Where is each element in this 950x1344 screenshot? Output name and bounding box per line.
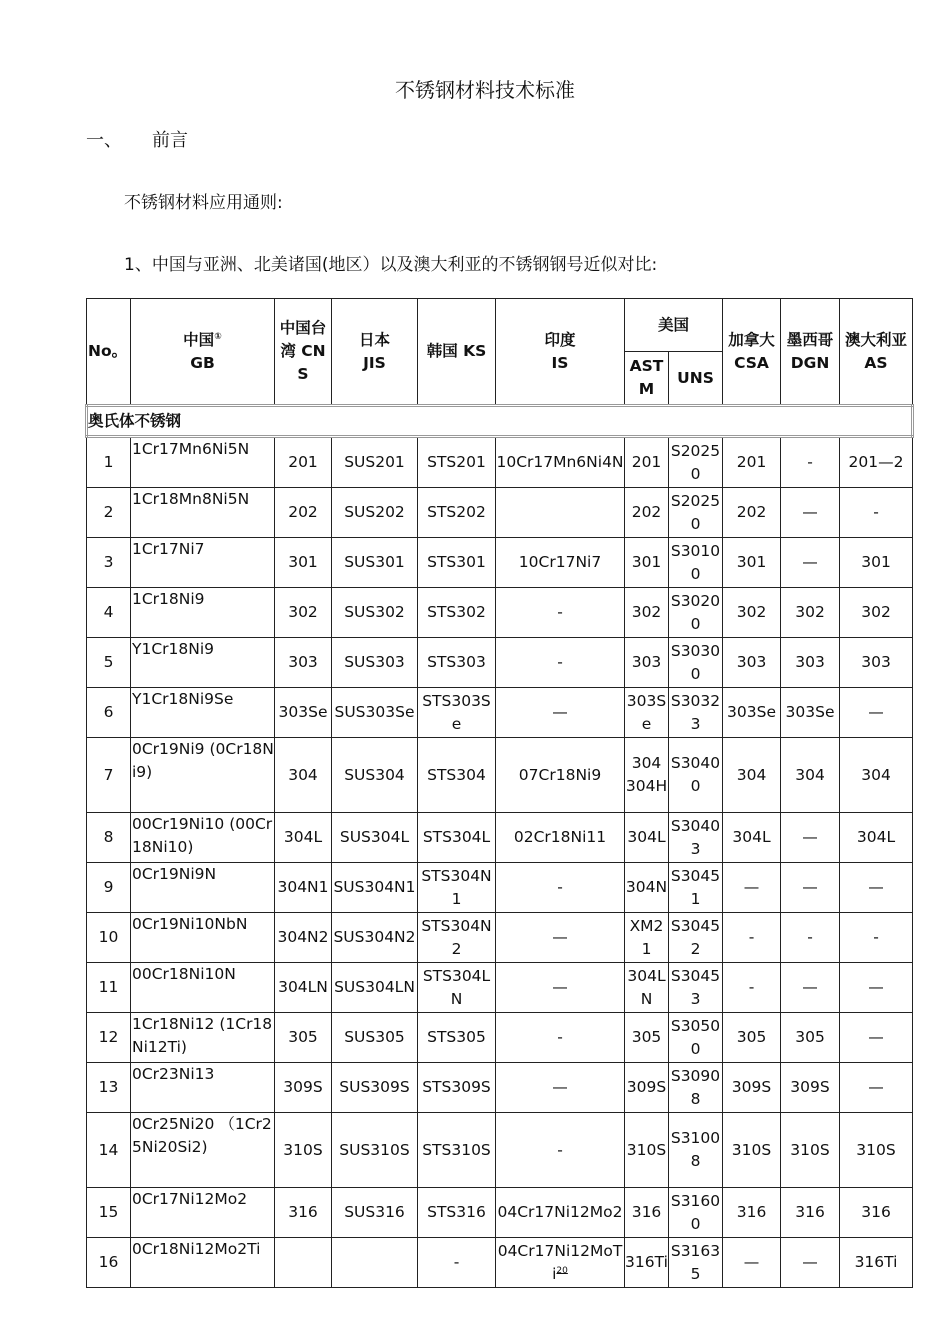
header-jis-label: JIS [363, 353, 386, 372]
cell-gb: 0Cr19Ni9N [131, 863, 275, 913]
cell-as: — [840, 1063, 913, 1113]
cell-is: 07Cr18Ni9 [496, 738, 625, 813]
cell-as: 304L [840, 813, 913, 863]
cell-ks: STS316 [418, 1188, 496, 1238]
cell-csa: 316 [723, 1188, 781, 1238]
header-china-label: 中国 [183, 330, 215, 349]
cell-jis: SUS310S [332, 1113, 418, 1188]
cell-cns: 301 [275, 538, 332, 588]
cell-gb: 1Cr17Ni7 [131, 538, 275, 588]
cell-no: 9 [87, 863, 131, 913]
cell-cns: 316 [275, 1188, 332, 1238]
cell-dgn: 302 [781, 588, 840, 638]
cell-cns: 309S [275, 1063, 332, 1113]
cell-as: — [840, 863, 913, 913]
cell-uns: S30403 [669, 813, 723, 863]
cell-jis: SUS304N1 [332, 863, 418, 913]
cell-ks: STS304 [418, 738, 496, 813]
cell-no: 5 [87, 638, 131, 688]
cell-dgn: — [781, 488, 840, 538]
cell-ks: STS201 [418, 437, 496, 488]
cell-gb: 0Cr19Ni10NbN [131, 913, 275, 963]
cell-ks: STS304N1 [418, 863, 496, 913]
cell-is: - [496, 1113, 625, 1188]
table-row [87, 863, 913, 913]
cell-dgn: — [781, 813, 840, 863]
header-korea-ks: 韩国 KS [418, 299, 496, 406]
cell-jis: SUS304L [332, 813, 418, 863]
header-japan-label: 日本 [358, 330, 390, 349]
cell-dgn: — [781, 863, 840, 913]
document-title: 不锈钢材料技术标准 [395, 78, 575, 102]
cell-no: 11 [87, 963, 131, 1013]
table-row [87, 1238, 913, 1288]
cell-no: 3 [87, 538, 131, 588]
intro-text: 不锈钢材料应用通则: [124, 193, 283, 213]
cell-astm: 304 304H [625, 738, 669, 813]
cell-no: 13 [87, 1063, 131, 1113]
cell-dgn: 303Se [781, 688, 840, 738]
cell-gb: 00Cr19Ni10 (00Cr18Ni10) [131, 813, 275, 863]
cell-astm: 304L [625, 813, 669, 863]
cell-jis: SUS201 [332, 437, 418, 488]
cell-uns: S30200 [669, 588, 723, 638]
cell-cns: 304 [275, 738, 332, 813]
table-row [87, 963, 913, 1013]
cell-gb: 1Cr18Ni9 [131, 588, 275, 638]
cell-ks: STS304N2 [418, 913, 496, 963]
cell-csa: 303 [723, 638, 781, 688]
cell-astm: 301 [625, 538, 669, 588]
cell-astm: 310S [625, 1113, 669, 1188]
cell-gb: 00Cr18Ni10N [131, 963, 275, 1013]
cell-ks: STS303 [418, 638, 496, 688]
cell-is [496, 488, 625, 538]
cell-jis: SUS304LN [332, 963, 418, 1013]
cell-gb: Y1Cr18Ni9Se [131, 688, 275, 738]
header-no: No。 [87, 299, 131, 406]
section-number: 一、 [86, 130, 122, 151]
cell-uns: S30452 [669, 913, 723, 963]
cell-csa: 304L [723, 813, 781, 863]
cell-csa: — [723, 863, 781, 913]
cell-as: - [840, 488, 913, 538]
cell-csa: 304 [723, 738, 781, 813]
cell-jis: SUS303Se [332, 688, 418, 738]
cell-dgn: 304 [781, 738, 840, 813]
cell-csa: 305 [723, 1013, 781, 1063]
cell-csa: - [723, 913, 781, 963]
cell-ks: STS301 [418, 538, 496, 588]
cell-jis: SUS309S [332, 1063, 418, 1113]
cell-csa: - [723, 963, 781, 1013]
header-india-is [496, 299, 625, 406]
cell-is-footnote: 20 [556, 1265, 568, 1276]
header-mexico-dgn [781, 299, 840, 406]
cell-uns: S30453 [669, 963, 723, 1013]
cell-as: 303 [840, 638, 913, 688]
cell-astm: 309S [625, 1063, 669, 1113]
cell-no: 1 [87, 437, 131, 488]
cell-is: — [496, 688, 625, 738]
cell-is: - [496, 863, 625, 913]
cell-uns: S31635 [669, 1238, 723, 1288]
cell-astm: 316 [625, 1188, 669, 1238]
cell-dgn: 309S [781, 1063, 840, 1113]
cell-dgn: — [781, 1238, 840, 1288]
cell-is: - [496, 588, 625, 638]
header-australia-as [840, 299, 913, 406]
cell-no: 6 [87, 688, 131, 738]
cell-astm: 302 [625, 588, 669, 638]
cell-astm: 201 [625, 437, 669, 488]
cell-uns: S30323 [669, 688, 723, 738]
cell-jis: SUS304 [332, 738, 418, 813]
cell-as: — [840, 1013, 913, 1063]
cell-csa: 201 [723, 437, 781, 488]
cell-ks: STS202 [418, 488, 496, 538]
header-mexico-label: 墨西哥 [786, 330, 834, 349]
cell-cns: 303Se [275, 688, 332, 738]
cell-is: 10Cr17Ni7 [496, 538, 625, 588]
cell-gb: 0Cr19Ni9 (0Cr18Ni9) [131, 738, 275, 813]
cell-ks: STS309S [418, 1063, 496, 1113]
cell-astm: 202 [625, 488, 669, 538]
comparison-subheading: 1、中国与亚洲、北美诸国(地区）以及澳大利亚的不锈钢钢号近似对比: [124, 255, 658, 275]
header-china-gb [131, 299, 275, 406]
cell-csa: 310S [723, 1113, 781, 1188]
cell-dgn: - [781, 913, 840, 963]
header-is-label: IS [551, 353, 569, 372]
header-china-note: ① [214, 331, 222, 342]
cell-astm: 303 [625, 638, 669, 688]
cell-ks: - [418, 1238, 496, 1288]
cell-astm: 305 [625, 1013, 669, 1063]
cell-cns: 202 [275, 488, 332, 538]
cell-ks: STS310S [418, 1113, 496, 1188]
cell-jis: SUS301 [332, 538, 418, 588]
cell-is: 02Cr18Ni11 [496, 813, 625, 863]
cell-uns: S20250 [669, 488, 723, 538]
section-heading [86, 126, 188, 152]
table-row [87, 488, 913, 538]
cell-jis: SUS302 [332, 588, 418, 638]
cell-cns: 304N2 [275, 913, 332, 963]
header-japan-jis [332, 299, 418, 406]
cell-gb: 1Cr18Mn8Ni5N [131, 488, 275, 538]
header-canada-csa [723, 299, 781, 406]
cell-dgn: - [781, 437, 840, 488]
cell-cns: 303 [275, 638, 332, 688]
cell-jis: SUS304N2 [332, 913, 418, 963]
cell-ks: STS304L [418, 813, 496, 863]
cell-ks: STS305 [418, 1013, 496, 1063]
cell-astm: 304LN [625, 963, 669, 1013]
cell-as: 310S [840, 1113, 913, 1188]
group-austenitic: 奥氏体不锈钢 [87, 406, 913, 437]
cell-cns: 304LN [275, 963, 332, 1013]
cell-cns: 302 [275, 588, 332, 638]
table-row [87, 437, 913, 488]
cell-jis: SUS305 [332, 1013, 418, 1063]
cell-gb: 0Cr17Ni12Mo2 [131, 1188, 275, 1238]
cell-no: 7 [87, 738, 131, 813]
table-row [87, 1113, 913, 1188]
cell-no: 16 [87, 1238, 131, 1288]
cell-is: — [496, 1063, 625, 1113]
cell-jis: SUS303 [332, 638, 418, 688]
table-row [87, 913, 913, 963]
cell-uns: S31008 [669, 1113, 723, 1188]
cell-no: 14 [87, 1113, 131, 1188]
table-row [87, 688, 913, 738]
cell-jis: SUS202 [332, 488, 418, 538]
cell-dgn: 316 [781, 1188, 840, 1238]
cell-ks: STS302 [418, 588, 496, 638]
cell-ks: STS304LN [418, 963, 496, 1013]
cell-astm: 303Se [625, 688, 669, 738]
cell-dgn: 303 [781, 638, 840, 688]
cell-uns: S30300 [669, 638, 723, 688]
cell-dgn: — [781, 963, 840, 1013]
cell-as: - [840, 913, 913, 963]
cell-cns: 304N1 [275, 863, 332, 913]
cell-astm: 316Ti [625, 1238, 669, 1288]
cell-gb: 1Cr17Mn6Ni5N [131, 437, 275, 488]
cell-gb: 0Cr18Ni12Mo2Ti [131, 1238, 275, 1288]
header-usa: 美国 [625, 299, 723, 352]
table-row [87, 538, 913, 588]
cell-csa: 303Se [723, 688, 781, 738]
cell-csa: 302 [723, 588, 781, 638]
cell-is: 04Cr17Ni12Mo2 [496, 1188, 625, 1238]
header-taiwan-cns: 中国台湾 CNS [275, 299, 332, 406]
table-row [87, 738, 913, 813]
cell-uns: S30451 [669, 863, 723, 913]
cell-as: — [840, 688, 913, 738]
cell-jis: SUS316 [332, 1188, 418, 1238]
cell-uns: S30500 [669, 1013, 723, 1063]
cell-dgn: 310S [781, 1113, 840, 1188]
cell-no: 15 [87, 1188, 131, 1238]
cell-as: 302 [840, 588, 913, 638]
cell-as: — [840, 963, 913, 1013]
cell-uns: S30100 [669, 538, 723, 588]
steel-grade-comparison-table [85, 298, 914, 1288]
cell-cns: 310S [275, 1113, 332, 1188]
table-row [87, 638, 913, 688]
cell-astm: XM21 [625, 913, 669, 963]
header-astm: ASTM [625, 352, 669, 406]
cell-gb: 0Cr23Ni13 [131, 1063, 275, 1113]
cell-uns: S30908 [669, 1063, 723, 1113]
cell-as: 201—2 [840, 437, 913, 488]
header-australia-label: 澳大利亚 [845, 330, 908, 349]
cell-csa: 202 [723, 488, 781, 538]
cell-gb: Y1Cr18Ni9 [131, 638, 275, 688]
cell-uns: S31600 [669, 1188, 723, 1238]
cell-is: 10Cr17Mn6Ni4N [496, 437, 625, 488]
cell-uns: S20250 [669, 437, 723, 488]
cell-no: 10 [87, 913, 131, 963]
cell-cns [275, 1238, 332, 1288]
cell-as: 301 [840, 538, 913, 588]
cell-no: 8 [87, 813, 131, 863]
header-as-label: AS [864, 353, 888, 372]
cell-cns: 305 [275, 1013, 332, 1063]
cell-no: 12 [87, 1013, 131, 1063]
cell-gb: 0Cr25Ni20 （1Cr25Ni20Si2) [131, 1113, 275, 1188]
cell-is: - [496, 638, 625, 688]
header-csa-label: CSA [734, 353, 769, 372]
cell-uns: S30400 [669, 738, 723, 813]
cell-csa: 301 [723, 538, 781, 588]
cell-is: — [496, 963, 625, 1013]
cell-as: 316Ti [840, 1238, 913, 1288]
table-row [87, 1188, 913, 1238]
header-canada-label: 加拿大 [728, 330, 775, 349]
section-title: 前言 [152, 130, 188, 151]
cell-is [496, 1238, 625, 1288]
cell-gb: 1Cr18Ni12 (1Cr18Ni12Ti) [131, 1013, 275, 1063]
table-row [87, 1013, 913, 1063]
header-gb-label: GB [190, 353, 215, 372]
cell-no: 2 [87, 488, 131, 538]
header-dgn-label: DGN [790, 353, 830, 372]
table-row [87, 588, 913, 638]
cell-csa: 309S [723, 1063, 781, 1113]
header-india-label: 印度 [544, 330, 576, 349]
cell-cns: 201 [275, 437, 332, 488]
cell-is-value: 04Cr17Ni12MoTi [497, 1241, 623, 1283]
cell-cns: 304L [275, 813, 332, 863]
cell-as: 316 [840, 1188, 913, 1238]
table-row [87, 1063, 913, 1113]
cell-jis [332, 1238, 418, 1288]
cell-no: 4 [87, 588, 131, 638]
cell-astm: 304N [625, 863, 669, 913]
cell-is: — [496, 913, 625, 963]
cell-csa: — [723, 1238, 781, 1288]
cell-as: 304 [840, 738, 913, 813]
cell-dgn: — [781, 538, 840, 588]
cell-dgn: 305 [781, 1013, 840, 1063]
cell-is: - [496, 1013, 625, 1063]
header-uns: UNS [669, 352, 723, 406]
cell-ks: STS303Se [418, 688, 496, 738]
table-row [87, 813, 913, 863]
